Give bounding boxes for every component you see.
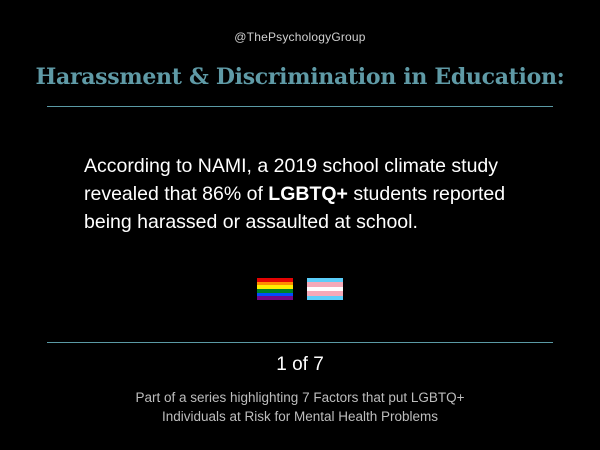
top-divider	[47, 106, 553, 107]
paragraph-line-2-end: students reported	[347, 183, 506, 205]
paragraph-line-2-start: revealed that 86% of	[84, 183, 269, 205]
statistic-paragraph	[84, 152, 544, 236]
lgbtq-emphasis: LGBTQ+	[268, 183, 348, 205]
series-counter: 1 of 7	[276, 354, 324, 375]
paragraph-line-1: According to NAMI, a 2019 school climate study	[84, 155, 499, 177]
flags-row	[0, 278, 600, 300]
page-title: Harassment & Discrimination in Education:	[35, 64, 565, 90]
trans-flag-stripe-5	[307, 296, 343, 300]
pride-flag-stripe-6	[257, 296, 293, 300]
transgender-flag-icon	[307, 278, 343, 300]
bottom-divider	[47, 342, 553, 343]
series-line-1: Part of a series highlighting 7 Factors that put LGBTQ+	[135, 390, 465, 405]
series-line-2: Individuals at Risk for Mental Health Problems	[161, 409, 439, 424]
pride-flag-icon	[257, 278, 293, 300]
series-description	[0, 388, 600, 426]
account-handle: @ThePsychologyGroup	[234, 30, 366, 44]
paragraph-line-3: being harassed or assaulted at school.	[84, 211, 418, 233]
